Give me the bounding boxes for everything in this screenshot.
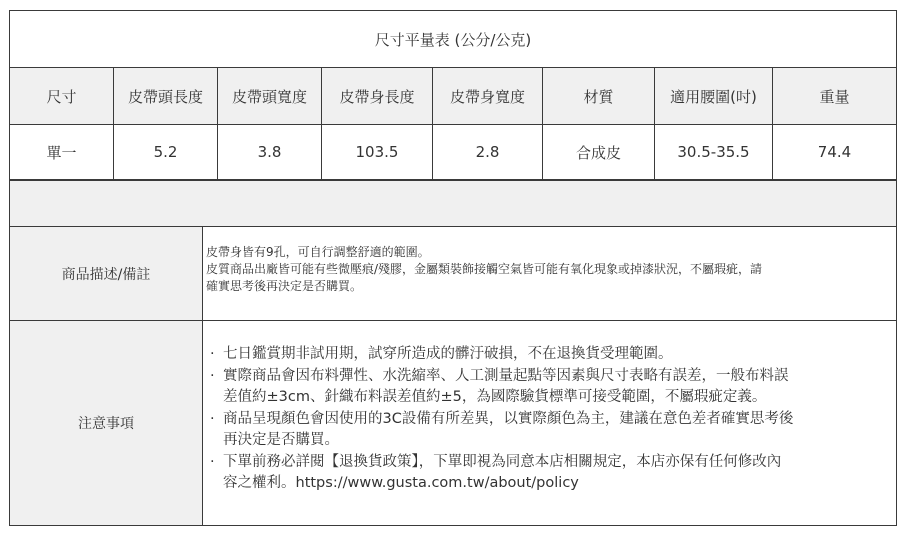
header-buckle-length: 皮帶頭長度 — [113, 68, 217, 124]
header-strap-length: 皮帶身長度 — [321, 68, 432, 124]
notice-line: 商品呈現顏色會因使用的3C設備有所差異，以實際顏色為主，建議在意色差者確實思考後 — [223, 410, 794, 427]
list-item — [210, 452, 793, 495]
notice-list — [203, 321, 797, 525]
cell-waist-fit: 30.5-35.5 — [654, 125, 772, 179]
description-text — [203, 227, 766, 320]
cell-material: 合成皮 — [542, 125, 654, 179]
list-item — [210, 366, 793, 409]
notice-line: 差值約±3cm、針織布料誤差值約±5，為國際驗貨標準可接受範圍，不屬瑕疵定義。 — [223, 389, 767, 405]
bullet-dot: · — [210, 367, 215, 384]
description-line: 皮帶身皆有9孔，可自行調整舒適的範圍。 — [206, 245, 430, 259]
notice-line: 實際商品會因布料彈性、水洗縮率、人工測量起點等因素與尺寸表略有誤差，一般布料誤 — [223, 367, 789, 384]
notice-line: 七日鑑賞期非試用期，試穿所造成的髒汙破損，不在退換貨受理範圍。 — [223, 346, 673, 362]
header-weight: 重量 — [772, 68, 896, 124]
header-strap-width: 皮帶身寬度 — [432, 68, 542, 124]
product-info-table — [9, 180, 897, 526]
cell-strap-length: 103.5 — [321, 125, 432, 179]
table-row — [10, 125, 896, 179]
notice-line: 容之權利。https://www.gusta.com.tw/about/policy — [223, 475, 579, 491]
size-table-header-row — [10, 68, 896, 125]
size-table-caption: 尺寸平量表 (公分/公克) — [10, 11, 896, 68]
header-buckle-width: 皮帶頭寬度 — [217, 68, 321, 124]
bullet-dot: · — [210, 410, 215, 427]
description-line: 確實思考後再決定是否購買。 — [206, 279, 363, 293]
cell-buckle-length: 5.2 — [113, 125, 217, 179]
list-item — [210, 344, 793, 366]
header-waist-fit: 適用腰圍(吋) — [654, 68, 772, 124]
header-material: 材質 — [542, 68, 654, 124]
description-line: 皮質商品出廠皆可能有些微壓痕/殘膠，金屬類裝飾接觸空氣皆可能有氧化現象或掉漆狀況，不屬瑕疵，請 — [206, 262, 763, 276]
cell-buckle-width: 3.8 — [217, 125, 321, 179]
cell-size: 單一 — [46, 143, 77, 162]
list-item — [210, 409, 793, 452]
cell-strap-width: 2.8 — [432, 125, 542, 179]
cell-weight: 74.4 — [772, 125, 896, 179]
bullet-dot: · — [210, 346, 215, 362]
bullet-dot: · — [210, 453, 215, 470]
description-row — [10, 227, 896, 321]
notice-line: 再決定是否購買。 — [223, 432, 339, 448]
notice-label: 注意事項 — [10, 321, 203, 525]
notice-line: 下單前務必詳閱【退換貨政策】，下單即視為同意本店相關規定，本店亦保有任何修改內 — [223, 453, 782, 470]
notice-row — [10, 321, 896, 525]
size-table — [9, 10, 897, 180]
description-label: 商品描述/備註 — [10, 227, 203, 320]
section-divider-band — [10, 181, 896, 227]
header-size: 尺寸 — [46, 87, 77, 106]
